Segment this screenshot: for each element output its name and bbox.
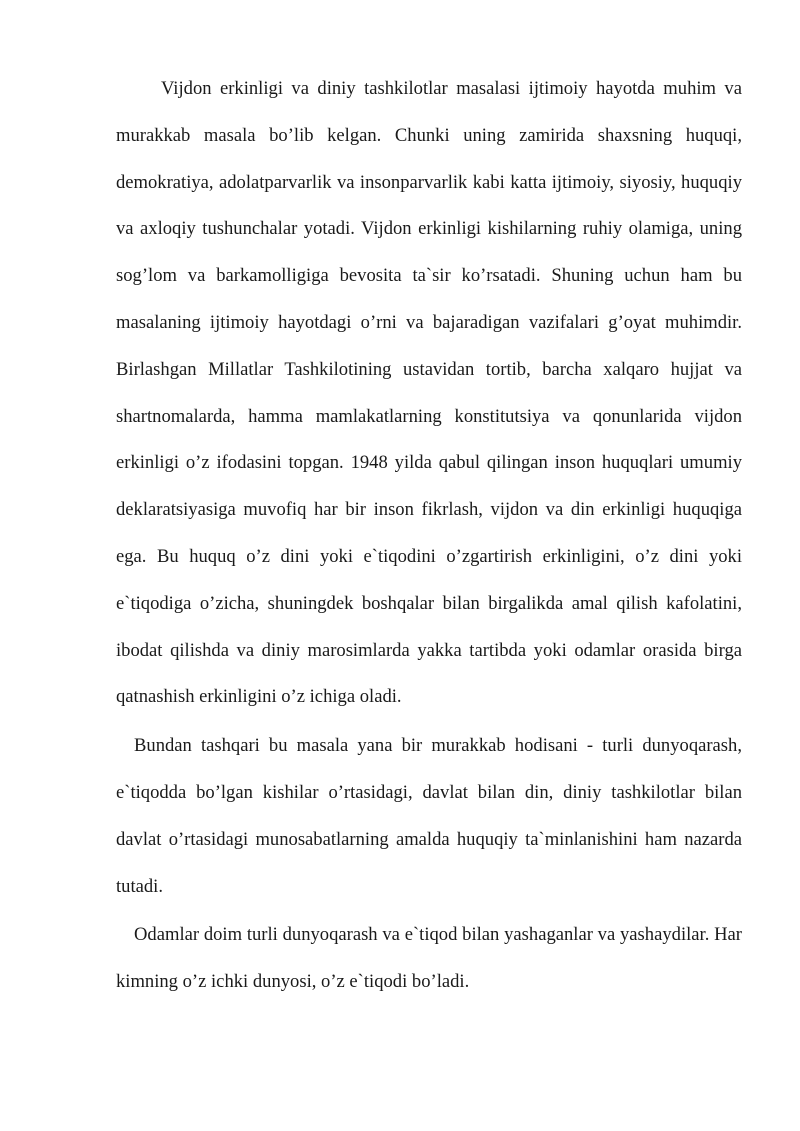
paragraph-inner-world: Odamlar doim turli dunyoqarash va e`tiqod bilan yashaganlar va yashaydilar. Har kimning o’z ichki dunyosi, o’z e`tiqodi bo’ladi. — [116, 924, 742, 993]
document-page — [116, 66, 742, 1006]
paragraph-worldview-relations: Bundan tashqari bu masala yana bir murakkab hodisani - turli dunyoqarash, e`tiqodda bo’lgan kishilar o’rtasidagi, davlat bilan din, diniy tashkilotlar bilan davlat o’rtasidagi munosabatlarning amalda huquqiy ta`minlanishini ham nazarda tutadi. — [116, 735, 742, 897]
paragraph-freedom-of-conscience: Vijdon erkinligi va diniy tashkilotlar masalasi ijtimoiy hayotda muhim va murakkab masala bo’lib kelgan. Chunki uning zamirida shaxsning huquqi, demokratiya, adolatparvarlik va insonparvarlik kabi katta ijtimoiy, siyosiy, huquqiy va axloqiy tushunchalar yotadi. Vijdon erkinligi kishilarning ruhiy olamiga, uning sog’lom va barkamolligiga bevosita ta`sir ko’rsatadi. Shuning uchun ham bu masalaning ijtimoiy hayotdagi o’rni va bajaradigan vazifalari g’oyat muhimdir. Birlashgan Millatlar Tashkilotining ustavidan tortib, barcha xalqaro hujjat va shartnomalarda, hamma mamlakatlarning konstitutsiya va qonunlarida vijdon erkinligi o’z ifodasini topgan. 1948 yilda qabul qilingan inson huquqlari umumiy deklaratsiyasiga muvofiq har bir inson fikrlash, vijdon va din erkinligi huquqiga ega. Bu huquq o’z dini yoki e`tiqodini o’zgartirish erkinligini, o’z dini yoki e`tiqodiga o’zicha, shuningdek boshqalar bilan birgalikda amal qilish kafolatini, ibodat qilishda va diniy marosimlarda yakka tartibda yoki odamlar orasida birga qatnashish erkinligini o’z ichiga oladi. — [116, 78, 742, 708]
